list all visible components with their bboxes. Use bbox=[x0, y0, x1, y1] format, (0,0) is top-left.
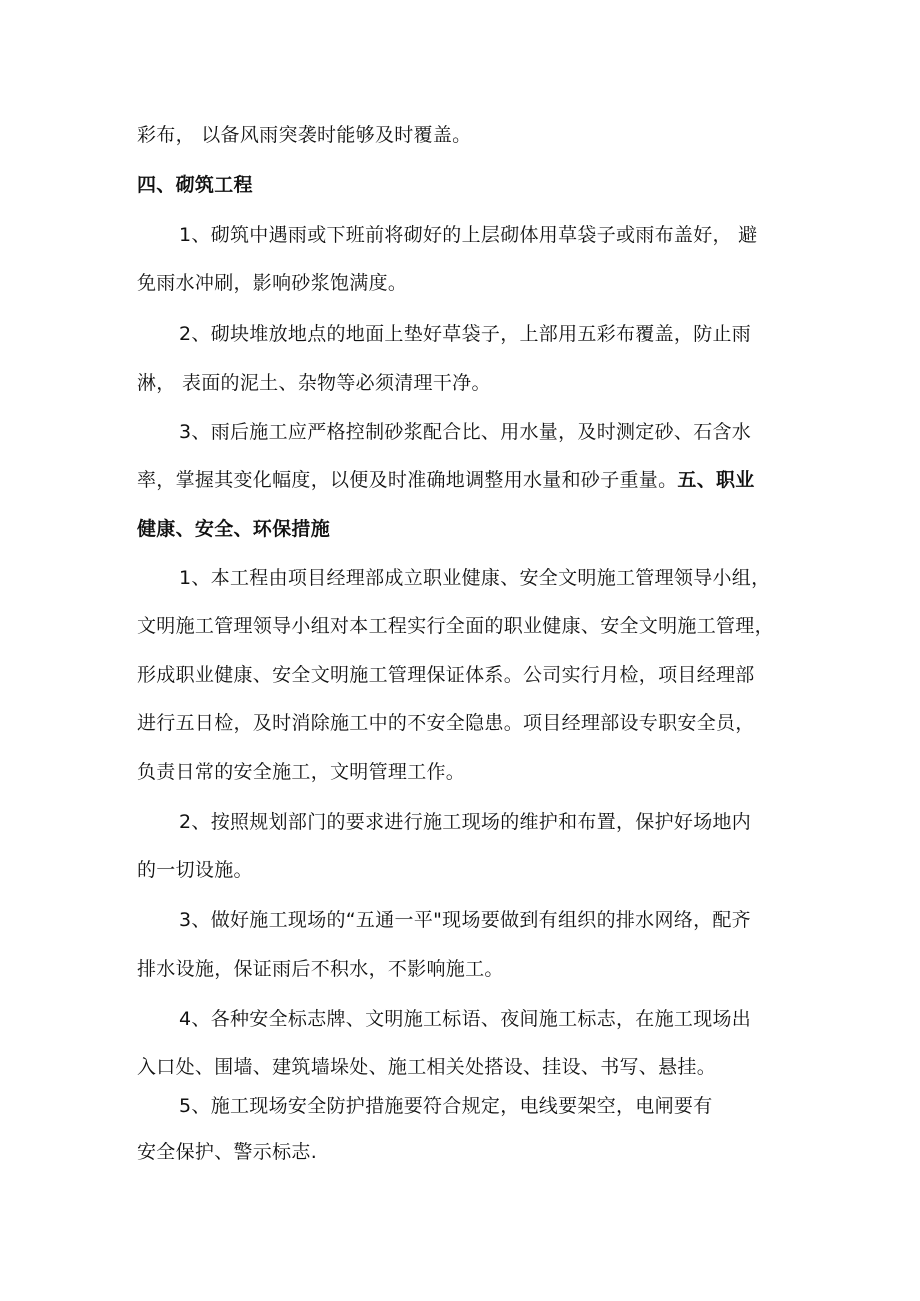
section5-item-2-line-1: 2、按照规划部门的要求进行施工现场的维护和布置，保护好场地内 bbox=[179, 811, 752, 833]
section5-item-4-line-2: 入口处、围墙、建筑墙垛处、施工相关处搭设、挂设、书写、悬挂。 bbox=[137, 1056, 717, 1078]
section4-item-3-line-1: 3、雨后施工应严格控制砂浆配合比、用水量，及时测定砂、石含水 bbox=[179, 421, 752, 443]
section5-item-1-line-4: 进行五日检，及时消除施工中的不安全隐患。项目经理部设专职安全员， bbox=[137, 712, 755, 734]
section5-item-3-line-1: 3、做好施工现场的“五通一平"现场要做到有组织的排水网络，配齐 bbox=[179, 909, 751, 931]
section4-item-3-line-2 bbox=[137, 468, 755, 492]
section5-item-5-line-2: 安全保护、警示标志. bbox=[137, 1141, 318, 1163]
section5-item-4-line-1: 4、各种安全标志牌、文明施工标语、夜间施工标志，在施工现场出 bbox=[179, 1008, 752, 1030]
section4-item-2-line-2: 淋， 表面的泥土、杂物等必须清理干净。 bbox=[137, 372, 491, 394]
section5-item-1-line-1: 1、本工程由项目经理部成立职业健康、安全文明施工管理领导小组， bbox=[179, 567, 771, 589]
section4-item-1-line-2: 免雨水冲刷，影响砂浆饱满度。 bbox=[137, 272, 408, 294]
section5-heading-part2: 健康、安全、环保措施 bbox=[137, 518, 331, 540]
section5-item-1-line-3: 形成职业健康、安全文明施工管理保证体系。公司实行月检，项目经理部 bbox=[137, 664, 755, 686]
section4-item-2-line-1: 2、砌块堆放地点的地面上垫好草袋子，上部用五彩布覆盖，防止雨 bbox=[179, 323, 752, 345]
section5-item-3-line-2: 排水设施，保证雨后不积水，不影响施工。 bbox=[137, 958, 504, 980]
section5-heading-part1: 五、职业 bbox=[677, 469, 755, 491]
section5-item-1-line-2: 文明施工管理领导小组对本工程实行全面的职业健康、安全文明施工管理， bbox=[137, 615, 774, 637]
intro-tail-line: 彩布， 以备风雨突袭时能够及时覆盖。 bbox=[137, 124, 472, 146]
section5-item-5-line-1: 5、施工现场安全防护措施要符合规定，电线要架空，电闸要有 bbox=[179, 1095, 713, 1117]
section4-heading: 四、砌筑工程 bbox=[137, 174, 253, 196]
section5-item-1-line-5: 负责日常的安全施工，文明管理工作。 bbox=[137, 761, 466, 783]
section4-item-3-line-2-text: 率，掌握其变化幅度，以便及时准确地调整用水量和砂子重量。 bbox=[137, 469, 678, 491]
section5-item-2-line-2: 的一切设施。 bbox=[137, 859, 253, 881]
section4-item-1-line-1: 1、砌筑中遇雨或下班前将砌好的上层砌体用草袋子或雨布盖好， 避 bbox=[179, 224, 758, 246]
